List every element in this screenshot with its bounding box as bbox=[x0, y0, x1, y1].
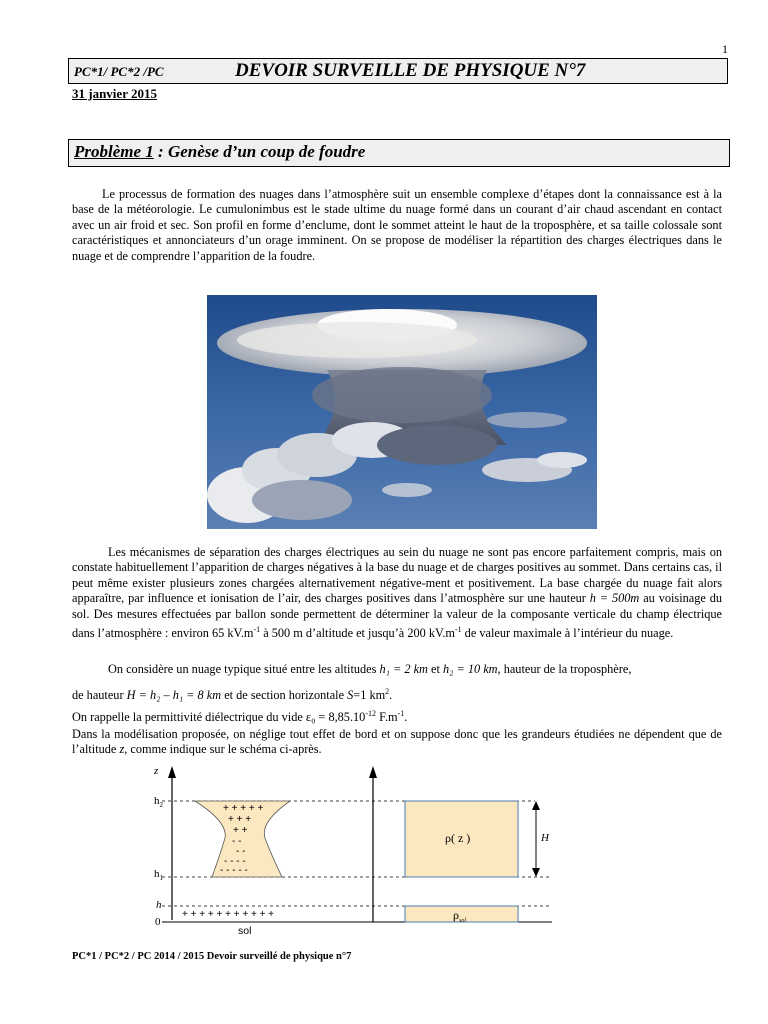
page-number: 1 bbox=[722, 42, 728, 56]
charge-model-diagram bbox=[140, 760, 570, 940]
mechanism-paragraph: Les mécanismes de séparation des charges électriques au sein du nuage ne sont pas encore parfaitement compris, mais on constate habituellement l’apparition de charges négatives à la base du nuage et de charges positives au sommet. Dans certains cas, il peut même exister plusieurs zones chargées alternativement négative-ment et positivement. La base chargée du nuage fait alors apparaître, par influence et ionisation de l’air, des charges positives dans l’atmosphère sur une hauteur h = 500m au voisinage du sol. Des mesures effectuées par ballon sonde permettent de déterminer la valeur de la composante verticale du champ électrique dans l’atmosphère : environ 65 $kV.m^{-1}$ à 500 m d’altitude et jusqu’à 200 $kV.m^{-1}$ de valeur maximale à l’intérieur du nuage. bbox=[72, 545, 723, 641]
ground-charges: + + + + + + + + + + + bbox=[182, 909, 275, 920]
svg-text:- - - - -: - - - - - bbox=[220, 865, 248, 876]
svg-text:+ + +: + + + bbox=[228, 814, 252, 825]
page-footer: PC*1 / PC*2 / PC 2014 / 2015 Devoir surveillé de physique n°7 bbox=[72, 951, 352, 962]
class-label: PC*1/ PC*2 /PC bbox=[74, 64, 164, 79]
h1-label: $h_1$ bbox=[154, 868, 163, 882]
cloud-height-line: de hauteur H = h₂ – h₁ = 8 km et de section horizontale S=1 $km^2$. bbox=[72, 687, 393, 703]
intro-paragraph: Le processus de formation des nuages dans l’atmosphère suit un ensemble complexe d’étapes dont la connaissance est à la base de la météorologie. Le cumulonimbus est le stade ultime du nuage formé dans un courant d’air chaud ascendant en contact avec un air froid et sec. Son profil en forme d’enclume, dont le sommet atteint le haut de la troposphère, et sa taille colossale sont caractéristiques et annonciateurs d’un orage imminent. On se propose de modéliser la répartition des charges électriques dans le nuage et de comprendre l’apparition de la foudre. bbox=[72, 187, 722, 263]
H-label: H bbox=[541, 832, 549, 844]
problem-label: Problème 1 bbox=[74, 142, 154, 161]
svg-text:- -: - - bbox=[236, 846, 246, 857]
document-header bbox=[68, 58, 728, 84]
h-label: h bbox=[156, 899, 162, 911]
svg-text:+ +: + + bbox=[233, 825, 248, 836]
cumulonimbus-photo bbox=[207, 295, 597, 529]
document-date: 31 janvier 2015 bbox=[72, 86, 157, 101]
h2-label: $h_2$ bbox=[154, 795, 163, 809]
svg-text:- -: - - bbox=[232, 836, 242, 847]
permittivity-line: On rappelle la permittivité diélectrique du vide $\varepsilon_0 = 8,85.10^{-12}$ $F.m^{-1}$. bbox=[72, 709, 408, 725]
z-axis-label: z bbox=[154, 765, 159, 777]
problem-heading bbox=[68, 139, 730, 167]
document-title: DEVOIR SURVEILLE DE PHYSIQUE N°7 bbox=[235, 60, 586, 81]
rho-sol-label: $\rho_{sol}$ bbox=[453, 908, 467, 924]
cloud-altitudes-line: On considère un nuage typique situé entre les altitudes h₁ = 2 km et h₂ = 10 km, hauteur de la troposphère, bbox=[108, 662, 632, 676]
zero-label: 0 bbox=[155, 916, 161, 928]
model-paragraph: Dans la modélisation proposée, on néglige tout effet de bord et on suppose donc que les grandeurs étudiées ne dépendent que de l’altitude z, comme indique sur le schéma ci-après. bbox=[72, 727, 722, 757]
ground-label: sol bbox=[238, 925, 252, 937]
svg-text:- - - -: - - - - bbox=[224, 856, 246, 867]
problem-title: : Genèse d’un coup de foudre bbox=[153, 142, 366, 161]
svg-text:+ + + + +: + + + + + bbox=[223, 803, 264, 814]
rho-z-label: ρ( z ) bbox=[445, 831, 471, 845]
